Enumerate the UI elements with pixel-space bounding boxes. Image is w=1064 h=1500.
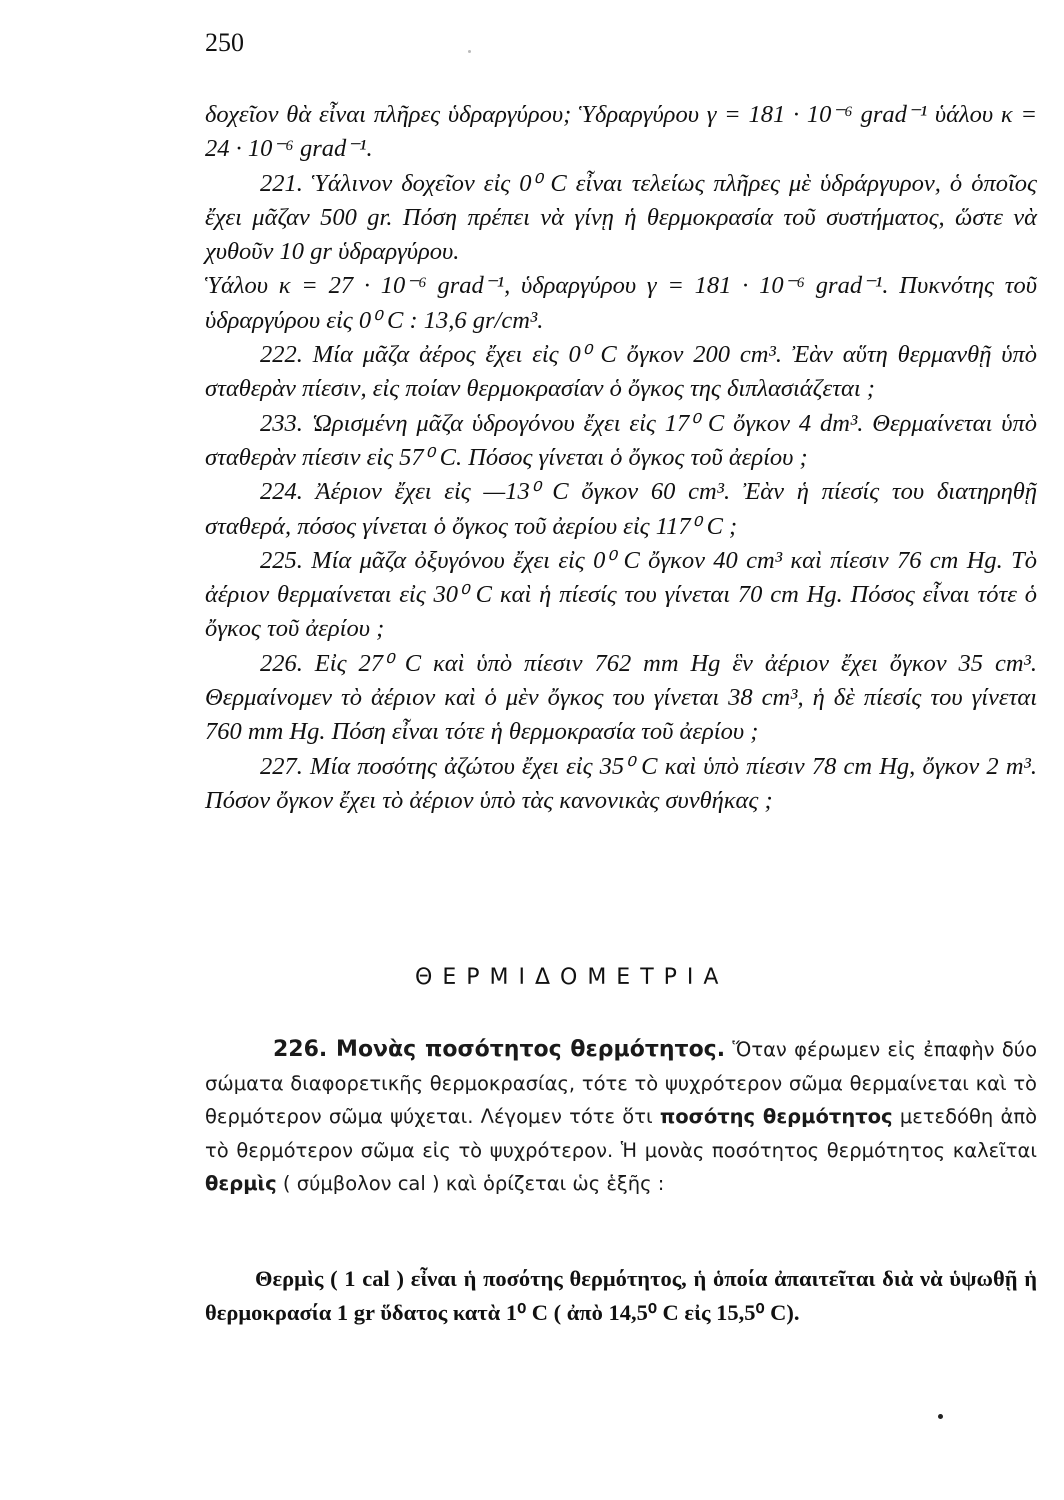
calorie-definition — [205, 1262, 1037, 1330]
theory-heading: 226. Μονὰς ποσότητος θερμότητος. — [273, 1037, 726, 1062]
theory-text-3: ( σύμβολον cal ) καὶ ὁρίζεται ὡς ἑξῆς : — [282, 1172, 665, 1195]
problem-224: 224. Ἀέριον ἔχει εἰς —13⁰ C ὄγκον 60 cm³. Ἐὰν ἡ πίεσίς του διατηρηθῇ σταθερά, πόσος γίνεται ὁ ὄγκος τοῦ ἀερίου εἰς 117⁰ C ; — [205, 478, 1037, 540]
problem-221: 221. Ὑάλινον δοχεῖον εἰς 0⁰ C εἶναι τελείως πλῆρες μὲ ὑδράργυρον, ὁ ὁποῖος ἔχει μᾶζαν 500 gr. Πόση πρέπει νὰ γίνῃ ἡ θερμοκρασία τοῦ συστήματος, ὥστε νὰ χυθοῦν 10 gr ὑδραργύρου. — [205, 169, 1037, 266]
theory-text-2: μετεδόθη ἀπὸ τὸ θερμότερον σῶμα εἰς τὸ ψυχρότερον. Ἡ μονὰς ποσότητος θερμότητος καλεῖται — [205, 1105, 1038, 1162]
problem-233: 233. Ὡρισμένη μᾶζα ὑδρογόνου ἔχει εἰς 17⁰ C ὄγκον 4 dm³. Θερμαίνεται ὑπὸ σταθερὰν πίεσιν εἰς 57⁰ C. Πόσος γίνεται ὁ ὄγκος τοῦ ἀερίου ; — [205, 409, 1037, 471]
section-title: ΘΕΡΜΙΔΟΜΕΤΡΙΑ — [415, 965, 729, 990]
definition-text: Θερμὶς ( 1 cal ) εἶναι ἡ ποσότης θερμότητος, ἡ ὁποία ἀπαιτεῖται διὰ νὰ ὑψωθῇ ἡ θερμοκρασία 1 gr ὕδατος κατὰ 1⁰ C ( ἀπὸ 14,5⁰ C εἰς 15,5⁰ C). — [205, 1266, 1037, 1325]
problem-226: 226. Εἰς 27⁰ C καὶ ὑπὸ πίεσιν 762 mm Hg ἓν ἀέριον ἔχει ὄγκον 35 cm³. Θερμαίνομεν τὸ ἀέριον καὶ ὁ μὲν ὄγκος του γίνεται 38 cm³, ἡ δὲ πίεσίς του γίνεται 760 mm Hg. Πόση εἶναι τότε ἡ θερμοκρασία τοῦ ἀερίου ; — [205, 649, 1037, 746]
scan-mark — [938, 1414, 943, 1419]
problem-225: 225. Μία μᾶζα ὀξυγόνου ἔχει εἰς 0⁰ C ὄγκον 40 cm³ καὶ πίεσιν 76 cm Hg. Τὸ ἀέριον θερμαίνεται εἰς 30⁰ C καὶ ἡ πίεσίς του γίνεται 70 cm Hg. Πόσος εἶναι τότε ὁ ὄγκος τοῦ ἀερίου ; — [205, 546, 1037, 643]
problem-221-constants: Ὑάλου κ = 27 · 10⁻⁶ grad⁻¹, ὑδραργύρου γ = 181 · 10⁻⁶ grad⁻¹. Πυκνότης τοῦ ὑδραργύρου εἰς 0⁰ C : 13,6 gr/cm³. — [205, 272, 1037, 334]
theory-bold-2: θερμὶς — [205, 1172, 277, 1195]
problem-222: 222. Μία μᾶζα ἀέρος ἔχει εἰς 0⁰ C ὄγκον 200 cm³. Ἐὰν αὕτη θερμανθῇ ὑπὸ σταθερὰν πίεσιν, εἰς ποίαν θερμοκρασίαν ὁ ὄγκος της διπλασιάζεται ; — [205, 341, 1037, 403]
page-number: 250 — [205, 28, 244, 57]
theory-text-1: Ὅταν φέρωμεν εἰς ἐπαφὴν δύο σώματα διαφορετικῆς θερμοκρασίας, τότε τὸ ψυχρότερον σῶμα θερμαίνεται καὶ τὸ θερμότερον σῶμα ψύχεται. Λέγομεν τότε ὅτι — [205, 1038, 1038, 1128]
problem-227: 227. Μία ποσότης ἀζώτου ἔχει εἰς 35⁰ C καὶ ὑπὸ πίεσιν 78 cm Hg, ὄγκον 2 m³. Πόσον ὄγκον ἔχει τὸ ἀέριον ὑπὸ τὰς κανονικὰς συνθήκας ; — [205, 752, 1037, 814]
theory-paragraph — [205, 1033, 1037, 1201]
problem-list — [205, 98, 1037, 818]
theory-bold-1: ποσότης θερμότητος — [659, 1105, 893, 1128]
scan-speck — [468, 50, 471, 53]
problem-continuation: δοχεῖον θὰ εἶναι πλῆρες ὑδραργύρου; Ὑδραργύρου γ = 181 · 10⁻⁶ grad⁻¹ ὑάλου κ = 24 · 10⁻⁶ grad⁻¹. — [205, 101, 1037, 163]
